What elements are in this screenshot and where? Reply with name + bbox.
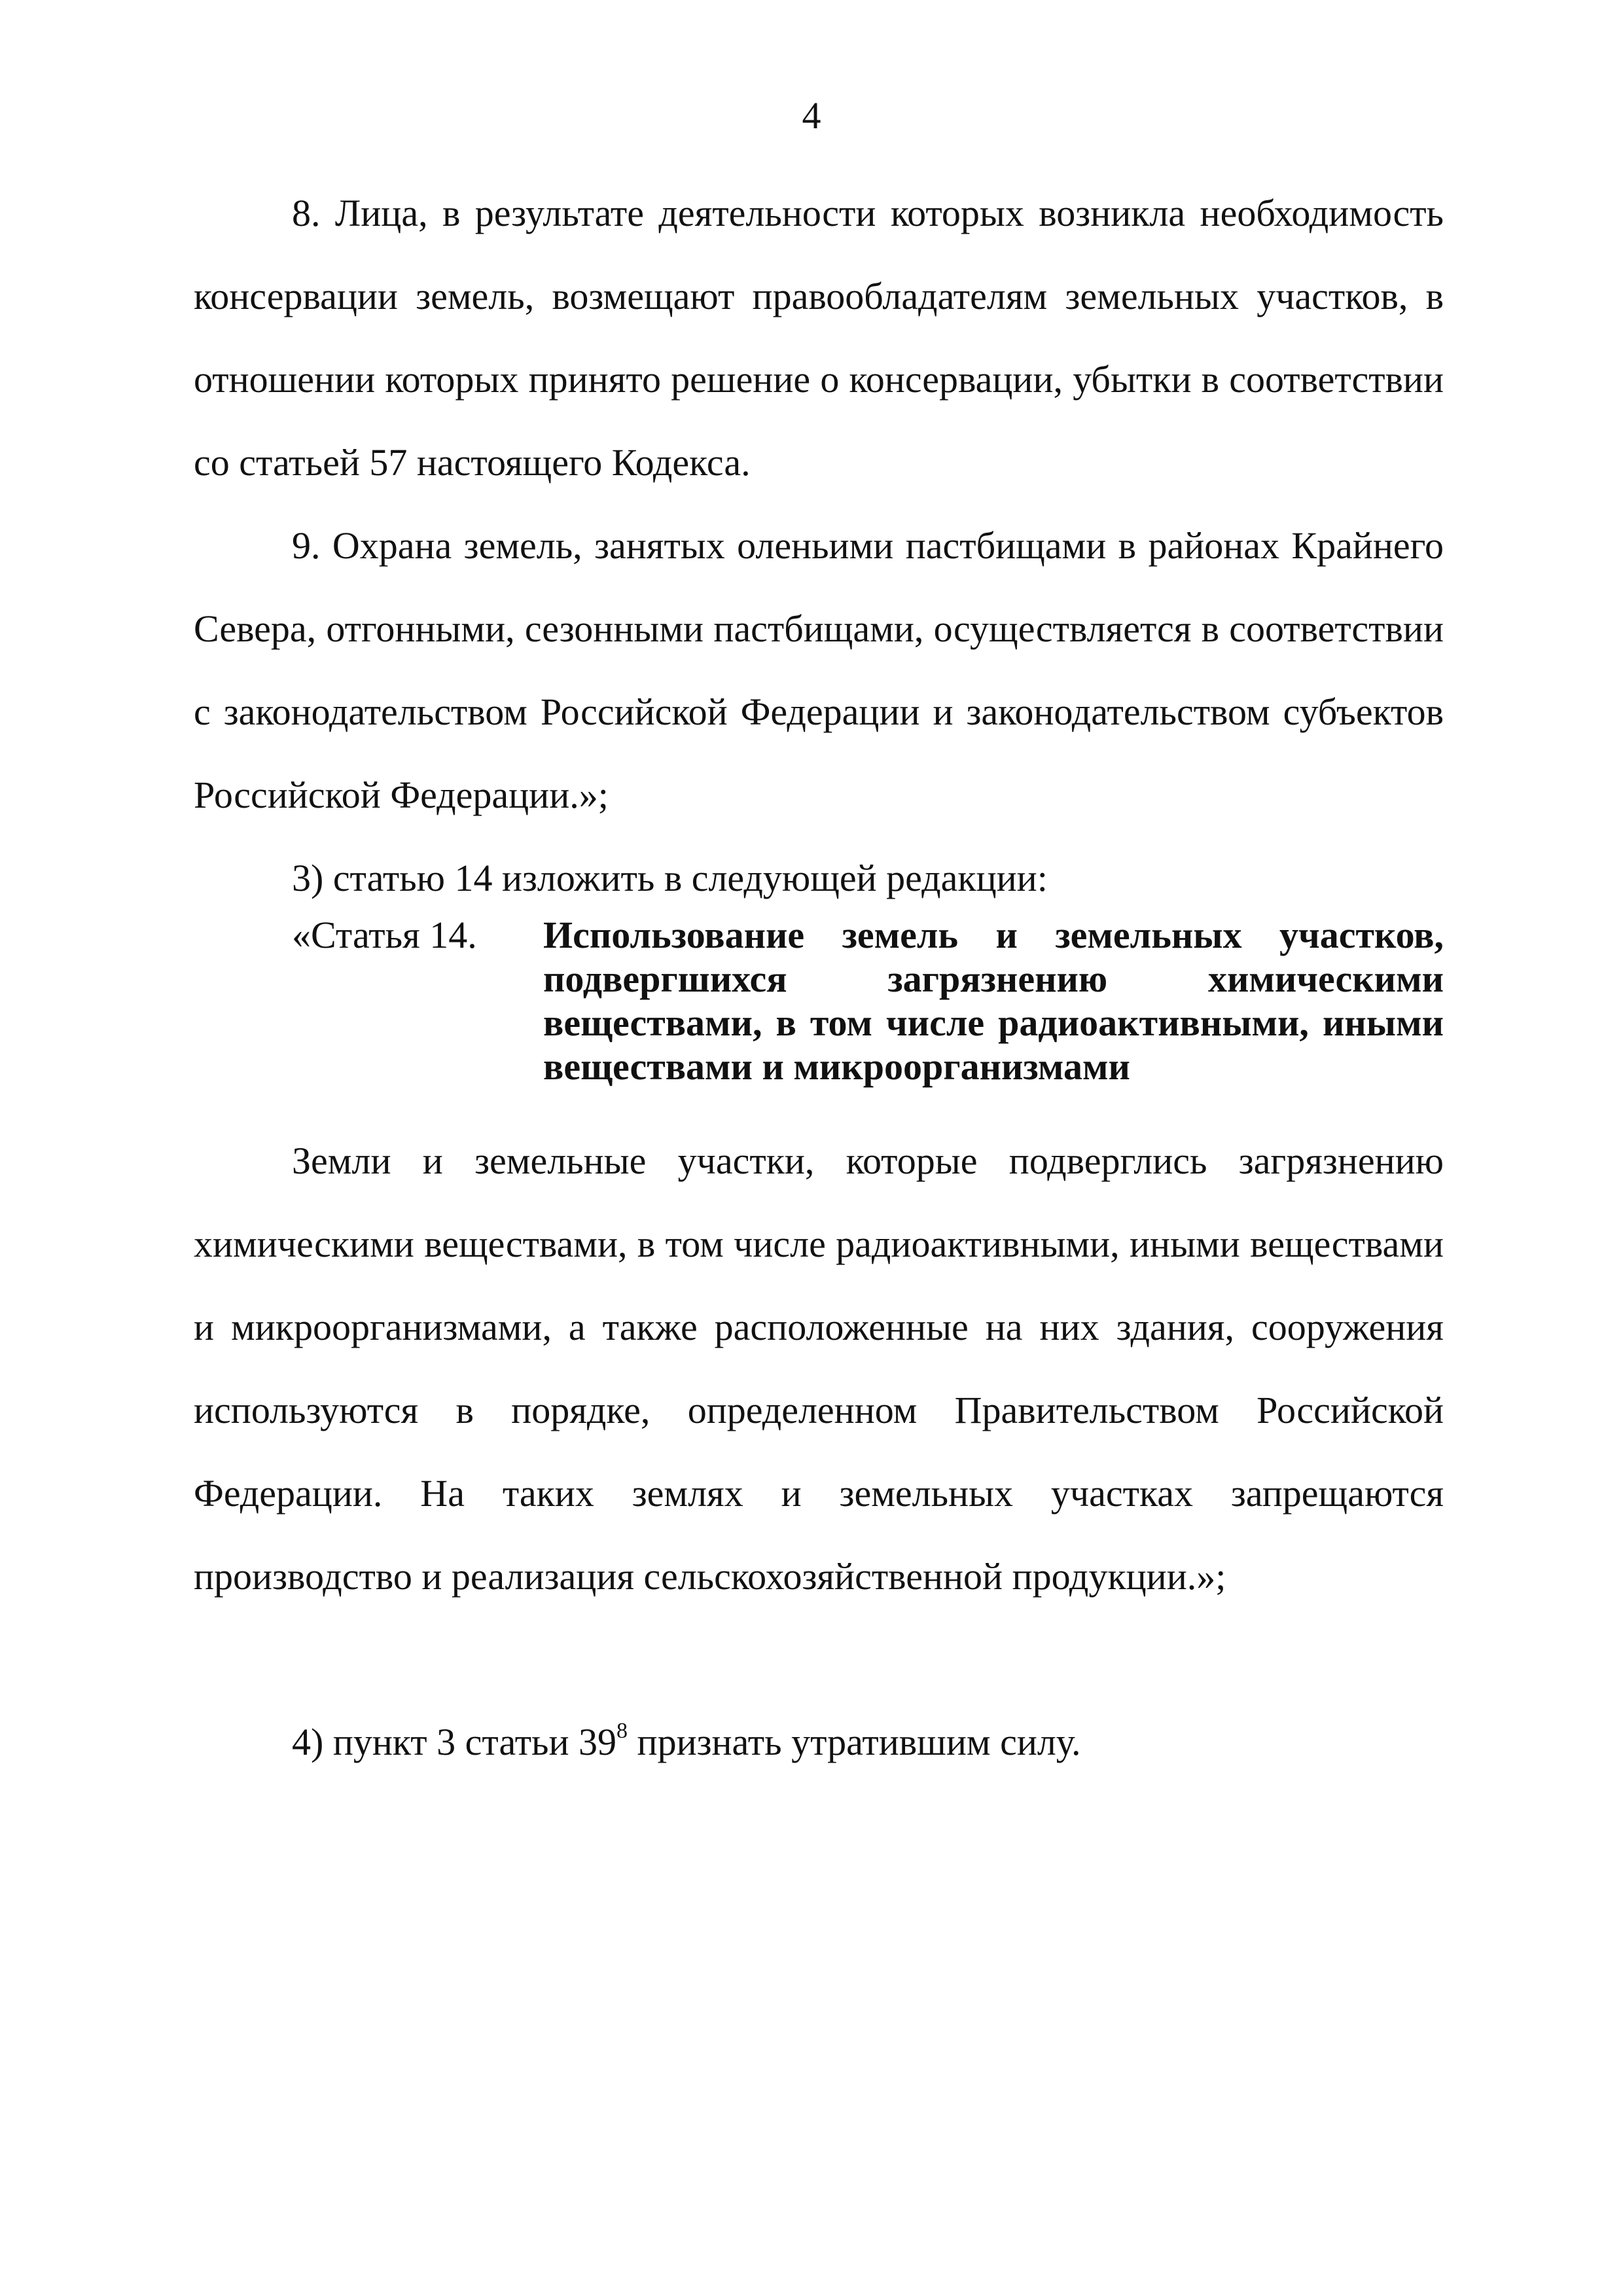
item-4-superscript: 8 [616, 1718, 628, 1743]
article-label: «Статья 14. [292, 914, 477, 956]
item-4-text-start: 4) пункт 3 статьи 39 [292, 1721, 617, 1763]
paragraph-item-4 [194, 1700, 1444, 1784]
page-number: 4 [802, 94, 821, 137]
paragraph-8: 8. Лица, в результате деятельности которых возникла необходимость консервации земель, возмещают правообладателям земельных участков, в отношении которых принято решение о консервации, убытки в соответствии со статьей 57 настоящего Кодекса. [194, 192, 1444, 484]
article-body: Земли и земельные участки, которые подверглись загрязнению химическими веществами, в том числе радиоактивными, иными веществами и микроорганизмами, а также расположенные на них здания, сооружения используются в порядке, определенном Правительством Российской Федерации. На таких землях и земельных участках запрещаются производство и реализация сельскохозяйственной продукции.»; [194, 1139, 1444, 1598]
paragraph-9: 9. Охрана земель, занятых оленьими пастбищами в районах Крайнего Севера, отгонными, сезонными пастбищами, осуществляется в соответствии с законодательством Российской Федерации и законодательством субъектов Российской Федерации.»; [194, 524, 1444, 816]
item-4-text-end: признать утратившим силу. [628, 1721, 1081, 1763]
paragraph-item-3: 3) статью 14 изложить в следующей редакции: [292, 857, 1048, 899]
article-title: Использование земель и земельных участков, подвергшихся загрязнению химическими веществами, в том числе радиоактивными, иными веществами и микроорганизмами [543, 914, 1444, 1088]
